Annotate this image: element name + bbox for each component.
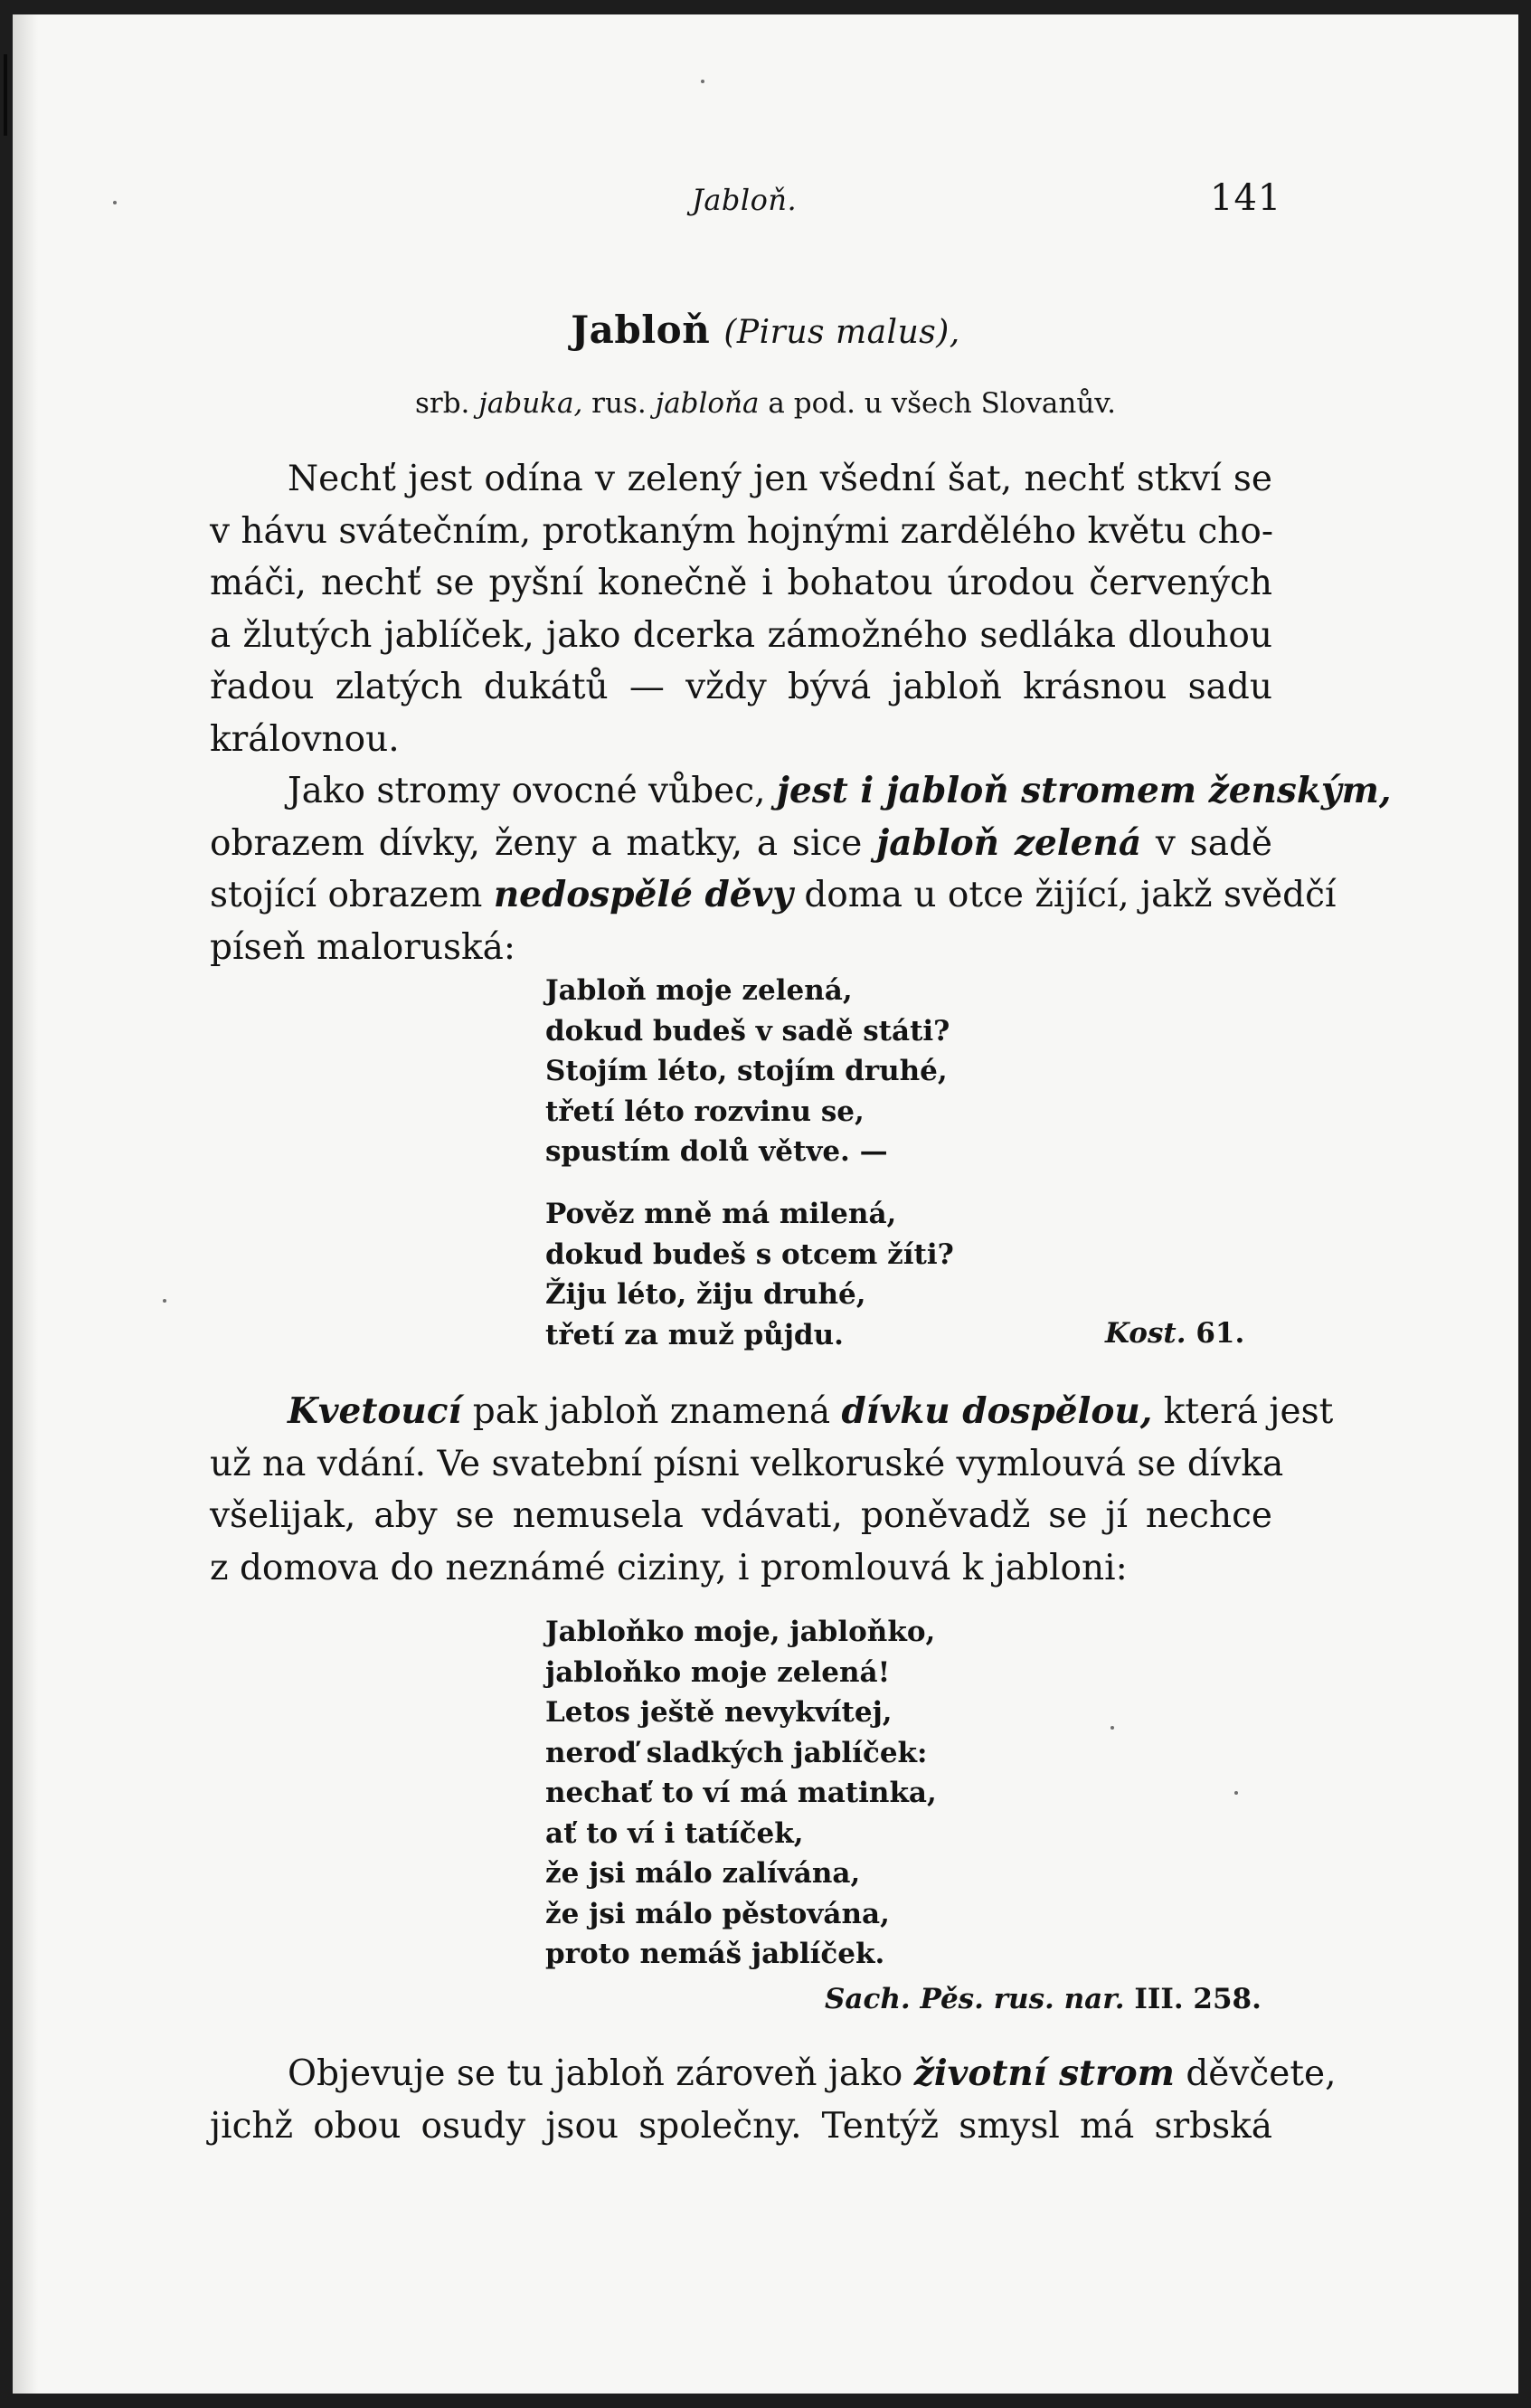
paragraph-4-text: děvčete, bbox=[1186, 2053, 1337, 2094]
paragraph-2-emphasis: jest i jabloň stromem ženským, bbox=[776, 770, 1392, 811]
verse-line: Žiju léto, žiju druhé, bbox=[545, 1278, 866, 1311]
paragraph-1 bbox=[210, 453, 1272, 765]
paragraph-4-line bbox=[210, 2048, 1337, 2100]
dust-speck bbox=[701, 80, 704, 83]
citation-source: Kost. bbox=[1105, 1317, 1186, 1350]
paragraph-3-line: už na vdání. Ve svatební písni velkoruské vymlouvá se dívka bbox=[210, 1443, 1284, 1484]
paragraph-3-emphasis: Kvetoucí bbox=[288, 1390, 462, 1432]
paragraph-2-line bbox=[210, 765, 1392, 818]
subheading-rus-label: rus. bbox=[591, 387, 647, 420]
paragraph-2-text: obrazem dívky, ženy a matky, a sice bbox=[210, 822, 863, 864]
paragraph-1-line bbox=[210, 453, 1272, 506]
subheading-prefix: srb. bbox=[414, 387, 470, 420]
subheading-suffix: a pod. u všech Slovanův. bbox=[768, 387, 1116, 420]
edge-mark bbox=[4, 54, 7, 136]
verse-line: Jabloň moje zelená, bbox=[545, 974, 853, 1007]
paragraph-2-line bbox=[210, 818, 1272, 870]
paragraph-2-text: Jako stromy ovocné vůbec, bbox=[288, 771, 766, 811]
verse-2 bbox=[545, 1612, 937, 1975]
paragraph-2-line: píseň maloruská: bbox=[210, 926, 516, 968]
verse-line: proto nemáš jablíček. bbox=[545, 1938, 885, 1970]
subheading-srb-word: jabuka, bbox=[478, 387, 583, 420]
verse-line: Jabloňko moje, jabloňko, bbox=[545, 1616, 936, 1648]
verse-line: že jsi málo zalívána, bbox=[545, 1857, 861, 1890]
section-heading bbox=[0, 308, 1531, 352]
citation-number: III. 258. bbox=[1134, 1983, 1262, 2015]
paragraph-2-line bbox=[210, 869, 1337, 922]
paragraph-4-text: Objevuje se tu jabloň zároveň jako bbox=[288, 2053, 903, 2094]
dust-speck bbox=[1110, 1726, 1114, 1730]
paragraph-1-line: řadou zlatých dukátů — vždy bývá jabloň krásnou sadu bbox=[210, 667, 1272, 707]
heading-title: Jabloň bbox=[571, 308, 711, 352]
running-title: Jabloň. bbox=[692, 183, 798, 217]
paragraph-2-text: stojící obrazem bbox=[210, 875, 483, 915]
verse-line: dokud budeš s otcem žíti? bbox=[545, 1237, 954, 1271]
paragraph-2-text: doma u otce žijící, jakž svědčí bbox=[804, 875, 1337, 915]
verse-line: třetí za muž půjdu. bbox=[545, 1318, 844, 1351]
verse-line: neroď sladkých jablíček: bbox=[545, 1736, 928, 1769]
paragraph-1-line: máči, nechť se pyšní konečně i bohatou úrodou červených bbox=[210, 563, 1272, 603]
verse-line: nechať to ví má matinka, bbox=[545, 1777, 937, 1809]
verse-line: třetí léto rozvinu se, bbox=[545, 1095, 865, 1128]
paragraph-3-text: která jest bbox=[1163, 1391, 1334, 1432]
paragraph-2-emphasis: jabloň zelená bbox=[876, 821, 1142, 864]
page-number: 141 bbox=[1210, 177, 1282, 219]
paragraph-2-emphasis: nedospělé děvy bbox=[493, 874, 793, 915]
paragraph-3-emphasis: dívku dospělou, bbox=[841, 1390, 1153, 1432]
verse-1-citation bbox=[1105, 1317, 1244, 1350]
dust-speck bbox=[163, 1299, 166, 1303]
subheading bbox=[0, 387, 1531, 420]
verse-line: Letos ještě nevykvítej, bbox=[545, 1696, 893, 1729]
verse-line: ať to ví i tatíček, bbox=[545, 1816, 804, 1850]
verse-2-citation bbox=[825, 1983, 1262, 2015]
paragraph-3 bbox=[210, 1386, 1334, 1594]
citation-source: Sach. Pěs. rus. nar. bbox=[825, 1983, 1125, 2015]
citation-number: 61. bbox=[1196, 1317, 1245, 1350]
paragraph-3-line: všelijak, aby se nemusela vdávati, poněvadž se jí nechce bbox=[210, 1495, 1272, 1536]
verse-line: dokud budeš v sadě státi? bbox=[545, 1014, 950, 1048]
heading-latin-name: (Pirus malus), bbox=[723, 314, 960, 351]
verse-line: Pověz mně má milená, bbox=[545, 1198, 897, 1230]
verse-1-stanza-1 bbox=[545, 971, 950, 1172]
verse-line: jabloňko moje zelená! bbox=[545, 1655, 891, 1689]
paragraph-3-text: pak jabloň znamená bbox=[472, 1391, 831, 1432]
verse-line: že jsi málo pěstována, bbox=[545, 1897, 890, 1930]
paragraph-2 bbox=[210, 765, 1392, 973]
paragraph-4-line: jichž obou osudy jsou společny. Tentýž smysl má srbská bbox=[210, 2105, 1272, 2147]
paragraph-1-line-text: Nechť jest odína v zelený jen všední šat, nechť stkví se bbox=[288, 459, 1272, 499]
binding-shadow bbox=[13, 14, 38, 2394]
subheading-rus-word: jabloňa bbox=[655, 387, 760, 420]
paragraph-1-line: v hávu svátečním, protkaným hojnými zardělého květu cho- bbox=[210, 510, 1274, 552]
dust-speck bbox=[1234, 1791, 1238, 1795]
running-head bbox=[0, 177, 1531, 223]
verse-line: Stojím léto, stojím druhé, bbox=[545, 1055, 948, 1087]
dust-speck bbox=[113, 201, 117, 204]
verse-1-stanza-2 bbox=[545, 1194, 954, 1355]
paragraph-1-line: královnou. bbox=[210, 718, 400, 760]
verse-line: spustím dolů větve. — bbox=[545, 1135, 888, 1168]
paragraph-1-line: a žlutých jablíček, jako dcerka zámožného sedláka dlouhou bbox=[210, 614, 1272, 656]
paragraph-4 bbox=[210, 2048, 1337, 2152]
paragraph-3-line bbox=[210, 1386, 1334, 1438]
paragraph-2-text: v sadě bbox=[1155, 822, 1272, 864]
paragraph-4-emphasis: životní strom bbox=[913, 2052, 1175, 2094]
paragraph-3-line: z domova do neznámé ciziny, i promlouvá k jabloni: bbox=[210, 1547, 1128, 1588]
